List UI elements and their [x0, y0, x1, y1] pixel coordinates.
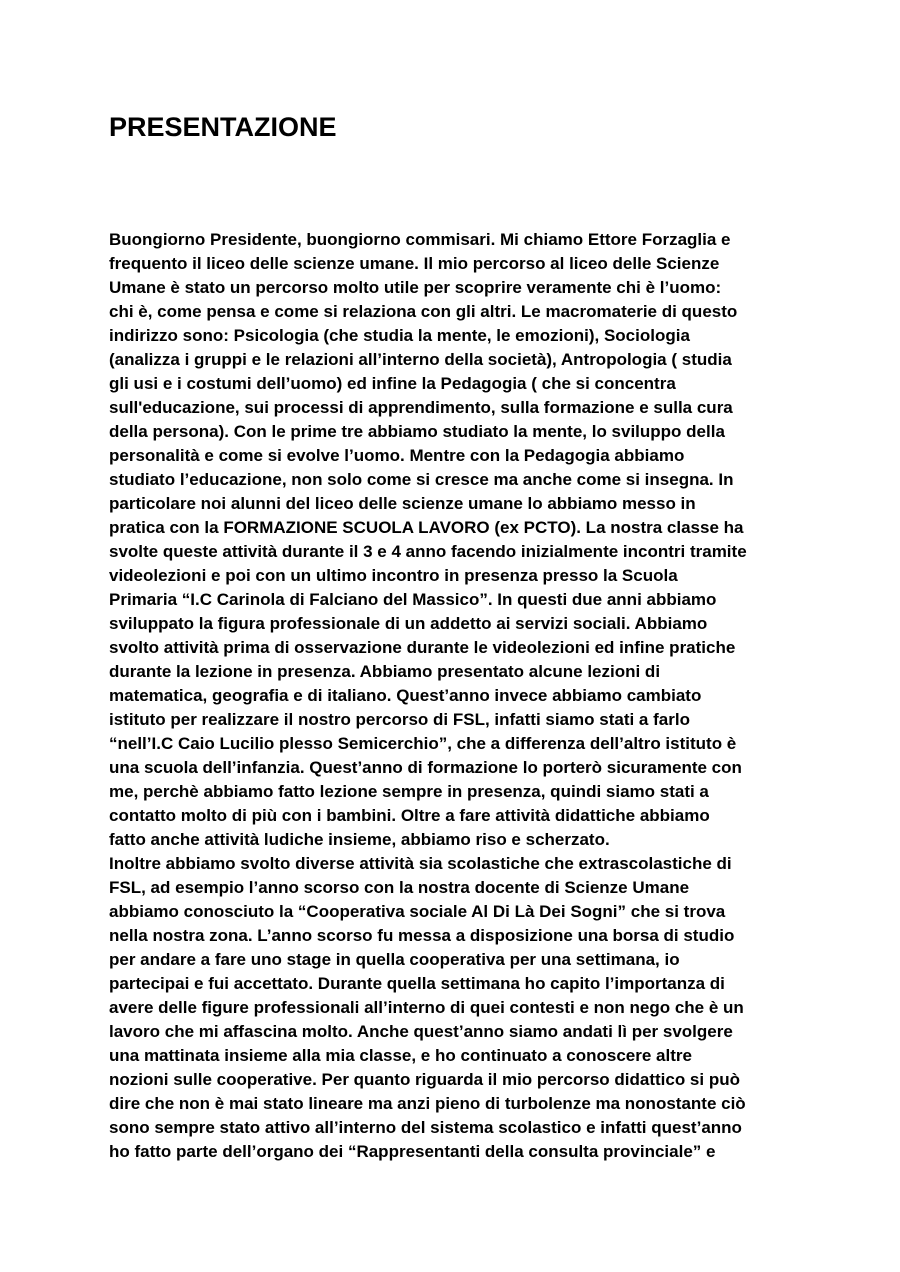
body-line: avere delle figure professionali all’interno di quei contesti e non nego che è un — [109, 998, 744, 1017]
body-line: abbiamo conosciuto la “Cooperativa sociale Al Di Là Dei Sogni” che si trova — [109, 902, 726, 921]
document-body — [109, 228, 809, 1164]
body-line: indirizzo sono: Psicologia (che studia la mente, le emozioni), Sociologia — [109, 326, 690, 345]
document-title: PRESENTAZIONE — [109, 112, 337, 142]
body-line: Buongiorno Presidente, buongiorno commisari. Mi chiamo Ettore Forzaglia e — [109, 230, 731, 249]
body-line: una scuola dell’infanzia. Quest’anno di formazione lo porterò sicuramente con — [109, 758, 742, 777]
body-line: “nell’I.C Caio Lucilio plesso Semicerchio”, che a differenza dell’altro istituto è — [109, 734, 737, 753]
body-line: Inoltre abbiamo svolto diverse attività sia scolastiche che extrascolastiche di — [109, 854, 732, 873]
body-line: Umane è stato un percorso molto utile per scoprire veramente chi è l’uomo: — [109, 278, 722, 297]
body-line: nozioni sulle cooperative. Per quanto riguarda il mio percorso didattico si può — [109, 1070, 740, 1089]
body-line: nella nostra zona. L’anno scorso fu messa a disposizione una borsa di studio — [109, 926, 735, 945]
body-line: istituto per realizzare il nostro percorso di FSL, infatti siamo stati a farlo — [109, 710, 690, 729]
body-line: dire che non è mai stato lineare ma anzi pieno di turbolenze ma nonostante ciò — [109, 1094, 746, 1113]
body-line: (analizza i gruppi e le relazioni all’interno della società), Antropologia ( studia — [109, 350, 732, 369]
body-line: studiato l’educazione, non solo come si cresce ma anche come si insegna. In — [109, 470, 734, 489]
body-line: particolare noi alunni del liceo delle scienze umane lo abbiamo messo in — [109, 494, 696, 513]
body-line: una mattinata insieme alla mia classe, e ho continuato a conoscere altre — [109, 1046, 692, 1065]
body-line: chi è, come pensa e come si relaziona con gli altri. Le macromaterie di questo — [109, 302, 738, 321]
body-line: gli usi e i costumi dell’uomo) ed infine la Pedagogia ( che si concentra — [109, 374, 676, 393]
body-line: me, perchè abbiamo fatto lezione sempre in presenza, quindi siamo stati a — [109, 782, 709, 801]
body-line: ho fatto parte dell’organo dei “Rappresentanti della consulta provinciale” e — [109, 1142, 716, 1161]
body-line: videolezioni e poi con un ultimo incontro in presenza presso la Scuola — [109, 566, 678, 585]
body-line: lavoro che mi affascina molto. Anche quest’anno siamo andati lì per svolgere — [109, 1022, 733, 1041]
body-line: svolte queste attività durante il 3 e 4 anno facendo inizialmente incontri tramite — [109, 542, 747, 561]
body-line: svolto attività prima di osservazione durante le videolezioni ed infine pratiche — [109, 638, 736, 657]
body-line: della persona). Con le prime tre abbiamo studiato la mente, lo sviluppo della — [109, 422, 725, 441]
body-line: matematica, geografia e di italiano. Quest’anno invece abbiamo cambiato — [109, 686, 702, 705]
body-line: Primaria “I.C Carinola di Falciano del Massico”. In questi due anni abbiamo — [109, 590, 717, 609]
body-line: fatto anche attività ludiche insieme, abbiamo riso e scherzato. — [109, 830, 610, 849]
body-line: frequento il liceo delle scienze umane. Il mio percorso al liceo delle Scienze — [109, 254, 720, 273]
body-line: sono sempre stato attivo all’interno del sistema scolastico e infatti quest’anno — [109, 1118, 742, 1137]
body-line: durante la lezione in presenza. Abbiamo presentato alcune lezioni di — [109, 662, 661, 681]
body-line: per andare a fare uno stage in quella cooperativa per una settimana, io — [109, 950, 680, 969]
body-line: FSL, ad esempio l’anno scorso con la nostra docente di Scienze Umane — [109, 878, 690, 897]
body-line: personalità e come si evolve l’uomo. Mentre con la Pedagogia abbiamo — [109, 446, 685, 465]
body-line: partecipai e fui accettato. Durante quella settimana ho capito l’importanza di — [109, 974, 725, 993]
body-line: pratica con la FORMAZIONE SCUOLA LAVORO (ex PCTO). La nostra classe ha — [109, 518, 744, 537]
body-line: sull'educazione, sui processi di apprendimento, sulla formazione e sulla cura — [109, 398, 733, 417]
body-line: sviluppato la figura professionale di un addetto ai servizi sociali. Abbiamo — [109, 614, 708, 633]
body-line: contatto molto di più con i bambini. Oltre a fare attività didattiche abbiamo — [109, 806, 710, 825]
